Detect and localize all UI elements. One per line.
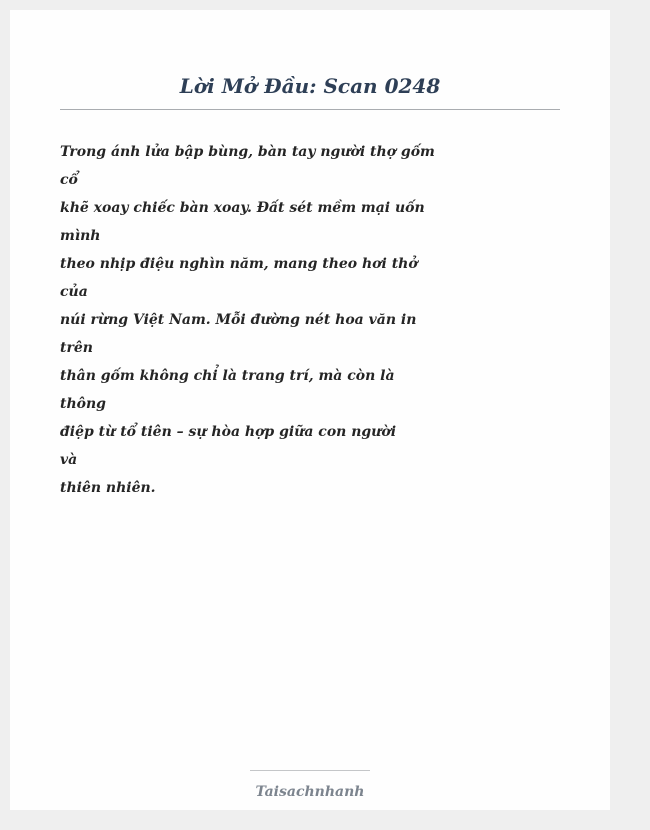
title-divider	[60, 109, 560, 110]
text-line: thông	[60, 396, 106, 412]
text-line: Trong ánh lửa bập bùng, bàn tay người thợ gốm	[60, 144, 435, 160]
text-line: theo nhịp điệu nghìn năm, mang theo hơi thở	[60, 256, 418, 272]
text-line: điệp từ tổ tiên – sự hòa hợp giữa con người	[60, 424, 397, 440]
text-line: của	[60, 284, 88, 300]
footer-divider	[250, 770, 370, 771]
footer-label: Taisachnhanh	[255, 784, 365, 800]
text-line: thân gốm không chỉ là trang trí, mà còn là	[60, 368, 395, 384]
text-line: núi rừng Việt Nam. Mỗi đường nét hoa văn in	[60, 312, 417, 328]
text-line: trên	[60, 340, 93, 356]
document-page	[10, 10, 610, 810]
page-title: Lời Mở Đầu: Scan 0248	[179, 74, 441, 98]
text-line: mình	[60, 228, 101, 244]
text-line: khẽ xoay chiếc bàn xoay. Đất sét mềm mại uốn	[60, 200, 425, 216]
text-line: và	[60, 452, 78, 468]
text-line: thiên nhiên.	[60, 480, 156, 496]
body-paragraph	[60, 138, 435, 502]
text-line: cổ	[60, 172, 78, 188]
